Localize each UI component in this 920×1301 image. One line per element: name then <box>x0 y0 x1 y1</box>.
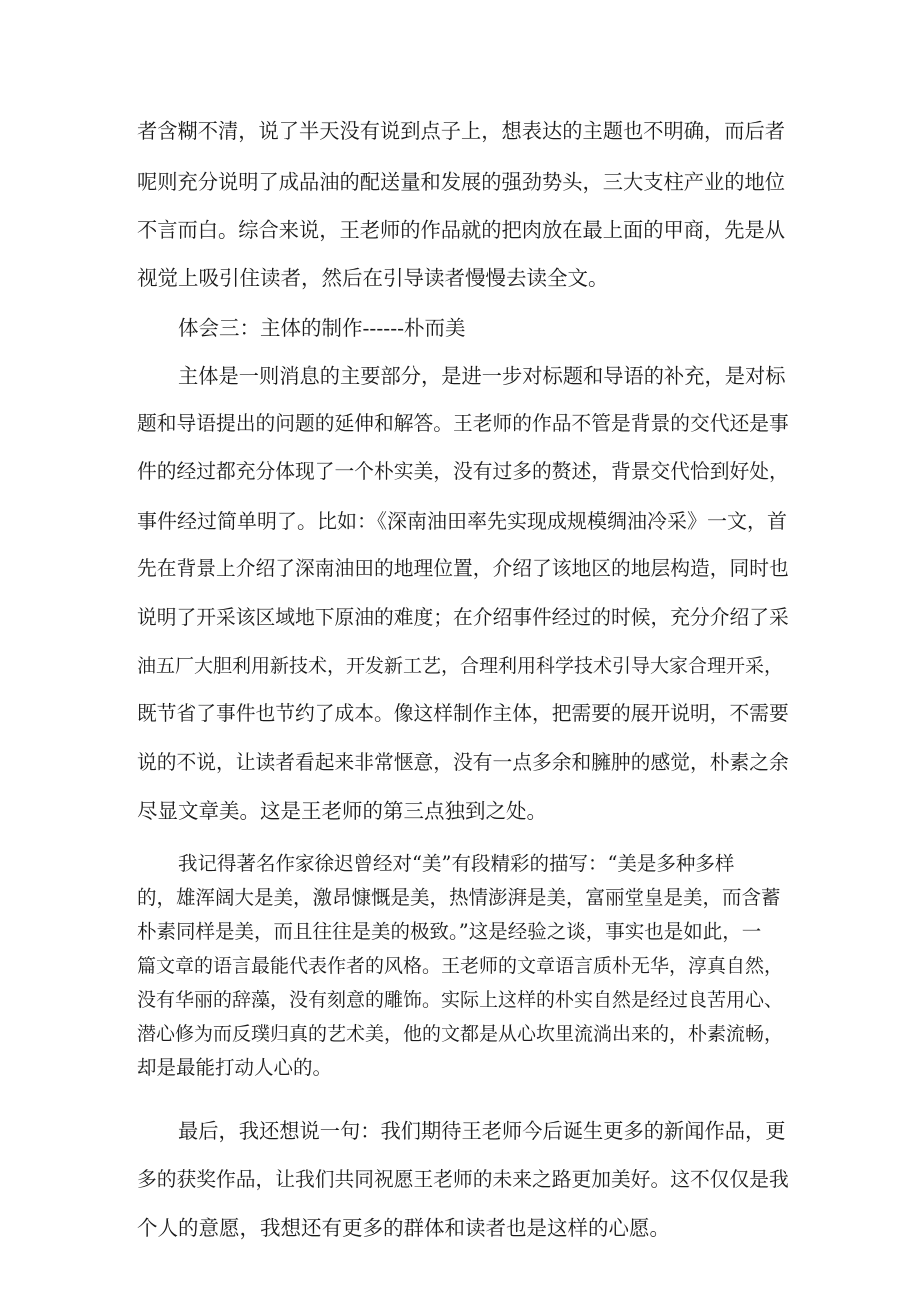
text-line: 个人的意愿，我想还有更多的群体和读者也是这样的心愿。 <box>137 1216 670 1240</box>
text-line: 我记得著名作家徐迟曾经对“美”有段精彩的描写：“美是多种多样 <box>178 852 735 875</box>
text-line: 事件经过简单明了。比如：《深南油田率先实现成规模绸油冷采》一文，首 <box>137 509 787 533</box>
text-line: 潜心修为而反璞归真的艺术美，他的文都是从心坎里流淌出来的，朴素流畅， <box>137 1023 784 1045</box>
text-line: 说明了开采该区域地下原油的难度；在介绍事件经过的时候，充分介绍了采 <box>137 606 789 629</box>
text-line: 不言而白。综合来说，王老师的作品就的把肉放在最上面的甲商，先是从 <box>137 218 786 242</box>
text-line: 多的获奖作品，让我们共同祝愿王老师的未来之路更加美好。这不仅仅是我 <box>137 1168 789 1191</box>
text-line: 的，雄浑阔大是美，激昂慷慨是美，热情澎湃是美，富丽堂皇是美，而含蓄 <box>137 886 781 909</box>
text-line: 主体是一则消息的主要部分，是进一步对标题和导语的补充，是对标 <box>178 364 786 388</box>
text-line: 既节省了事件也节约了成本。像这样制作主体，把需要的展开说明，不需要 <box>137 702 789 725</box>
text-line: 者含糊不清，说了半天没有说到点子上，想表达的主题也不明确，而后者 <box>137 119 786 143</box>
text-line: 篇文章的语言最能代表作者的风格。王老师的文章语言质朴无华，淳真自然， <box>137 955 784 977</box>
text-line: 呢则充分说明了成品油的配送量和发展的强劲势头，三大支柱产业的地位 <box>137 170 786 194</box>
text-line: 题和导语提出的问题的延伸和解答。王老师的作品不管是背景的交代还是事 <box>137 412 789 435</box>
section-heading: 体会三：主体的制作------朴而美 <box>178 316 466 340</box>
text-line: 视觉上吸引住读者，然后在引导读者慢慢去读全文。 <box>137 266 609 290</box>
text-line: 最后，我还想说一句：我们期待王老师今后诞生更多的新闻作品，更 <box>178 1119 786 1143</box>
text-line: 油五厂大胆利用新技术，开发新工艺，合理利用科学技术引导大家合理开采， <box>137 655 784 677</box>
text-line: 尽显文章美。这是王老师的第三点独到之处。 <box>137 799 547 823</box>
text-line: 件的经过都充分体现了一个朴实美，没有过多的赘述，背景交代恰到好处， <box>137 460 789 483</box>
text-line: 说的不说，让读者看起来非常惬意，没有一点多余和臃肿的感觉，朴素之余 <box>137 751 789 774</box>
text-line: 先在背景上介绍了深南油田的地理位置，介绍了该地区的地层构造，同时也 <box>137 557 789 580</box>
text-line: 没有华丽的辞藻，没有刻意的雕饰。实际上这样的朴实自然是经过良苦用心、 <box>137 989 784 1011</box>
text-line: 却是最能打动人心的。 <box>137 1056 333 1079</box>
text-line: 朴素同样是美，而且往往是美的极致。”这是经验之谈，事实也是如此，一 <box>137 920 762 943</box>
